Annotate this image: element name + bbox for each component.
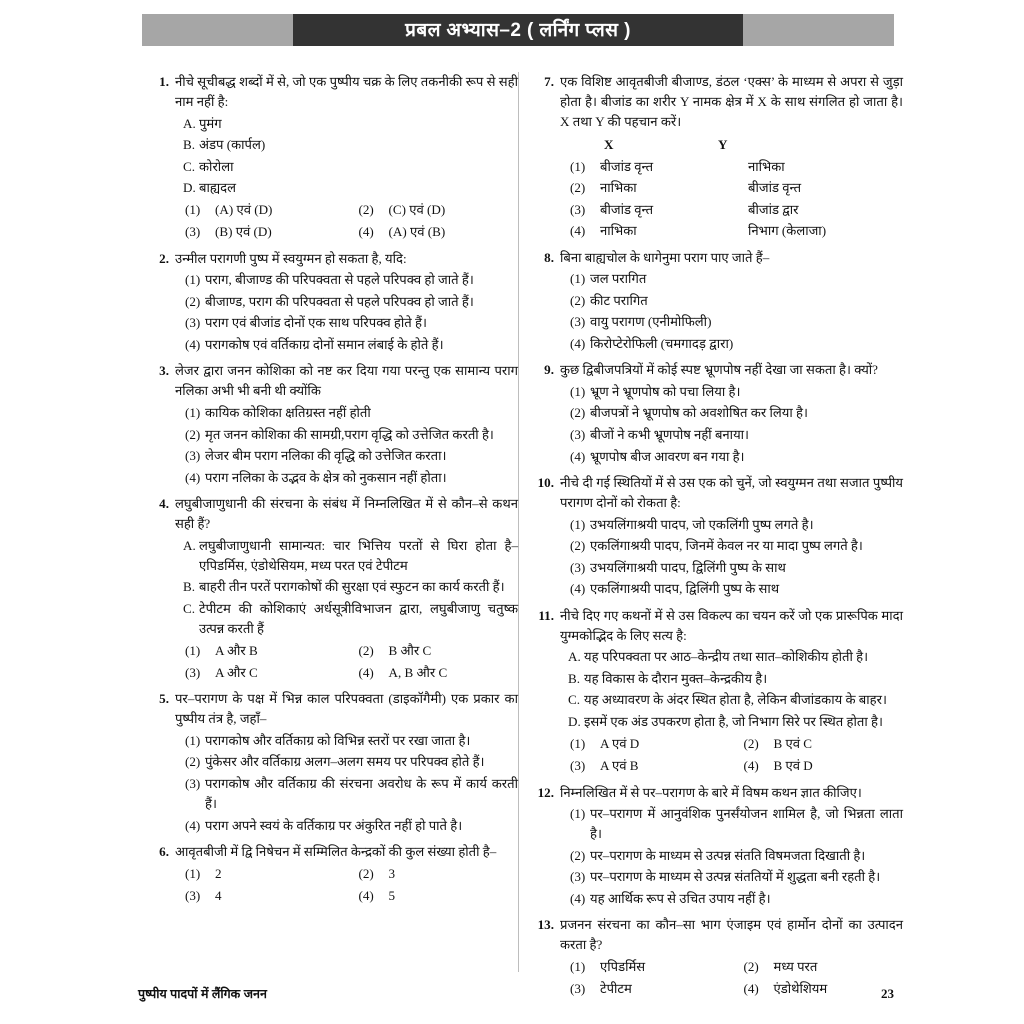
- question-body: [560, 473, 903, 599]
- option-text: (A) एवं (B): [388, 224, 446, 240]
- statement-list: [175, 536, 518, 639]
- option-label: (2): [570, 538, 586, 554]
- option-text: उभयलिंगाश्रयी पादप, जो एकलिंगी पुष्प लगते है।: [590, 516, 814, 532]
- xy-table-row[interactable]: [560, 221, 903, 241]
- statement-row: [560, 647, 903, 667]
- question-number: 2.: [159, 250, 169, 266]
- option-label: (4): [358, 888, 374, 904]
- question-stem: निम्नलिखित में से पर–परागण के बारे में विषम कथन ज्ञात कीजिए।: [560, 784, 862, 800]
- option-text: पर–परागण के माध्यम से उत्पन्न संततियों में शुद्धता बनी रहती है।: [590, 869, 881, 885]
- option-text: पर–परागण के माध्यम से उत्पन्न संतति विषमजता दिखाती है।: [590, 847, 866, 863]
- option-row[interactable]: [175, 816, 518, 836]
- option-text: परागकोष और वर्तिकाग्र को विभिन्न स्तरों पर रखा जाता है।: [205, 732, 471, 748]
- option-row[interactable]: [349, 222, 519, 242]
- option-row[interactable]: [560, 558, 903, 578]
- question-stem: लघुबीजाणुधानी की संरचना के संबंध में निम्नलिखित में से कौन–से कथन सही हैं?: [175, 496, 518, 532]
- option-row[interactable]: [175, 663, 345, 683]
- question-stem: नीचे सूचीबद्ध शब्दों में से, जो एक पुष्पीय चक्र के लिए तकनीकी रूप से सही नाम नहीं है:: [175, 74, 518, 110]
- option-text: टेपीटम: [600, 981, 632, 997]
- question-number: 12.: [537, 784, 554, 800]
- option-text: A एवं B: [600, 757, 639, 773]
- option-list: [560, 804, 903, 909]
- option-grid: [175, 641, 518, 683]
- option-row[interactable]: [349, 864, 519, 884]
- option-text: मृत जनन कोशिका की सामग्री,पराग वृद्धि को उत्तेजित करती है।: [205, 426, 494, 442]
- option-label: (2): [743, 735, 759, 751]
- header-band: [142, 14, 894, 46]
- option-row[interactable]: [560, 269, 903, 289]
- question-stem: आवृतबीजी में द्वि निषेचन में सम्मिलित केन्द्रकों की कुल संख्या होती है–: [175, 844, 497, 860]
- statement-row: [175, 536, 518, 576]
- option-row[interactable]: [175, 403, 518, 423]
- question-block: [531, 360, 903, 466]
- option-label: (2): [185, 426, 201, 442]
- option-row[interactable]: [175, 446, 518, 466]
- option-row[interactable]: [560, 867, 903, 887]
- statement-row: [175, 135, 518, 155]
- option-label: (2): [570, 292, 586, 308]
- option-label: (2): [570, 405, 586, 421]
- question-block: [531, 473, 903, 599]
- footer-chapter-title: पुष्पीय पादपों में लैंगिक जनन: [138, 987, 267, 1001]
- option-label: (2): [570, 180, 586, 196]
- question-number: 11.: [538, 607, 554, 623]
- option-text: भ्रूण ने भ्रूणपोष को पचा लिया है।: [590, 383, 741, 399]
- option-label: (1): [570, 959, 586, 975]
- statement-text: लघुबीजाणुधानी सामान्यत: चार भित्तिय परतों से घिरा होता है– एपिडर्मिस, एंडोथेसियम, मध्य परत एवं टेपीटम: [199, 537, 518, 573]
- xy-value-y: नाभिका: [748, 158, 785, 174]
- option-label: (2): [185, 293, 201, 309]
- xy-table-row[interactable]: [560, 178, 903, 198]
- option-text: एकलिंगाश्रयी पादप, जिनमें केवल नर या मादा पुष्प लगते है।: [590, 538, 863, 554]
- xy-header-y: Y: [718, 137, 728, 153]
- statement-row: [175, 599, 518, 639]
- statement-row: [560, 669, 903, 689]
- question-stem: नीचे दिए गए कथनों में से उस विकल्प का चयन करें जो एक प्रारूपिक मादा युग्मकोद्भिद के लिए सत्य है:: [560, 607, 903, 643]
- option-label: (2): [358, 642, 374, 658]
- option-label: (2): [185, 754, 201, 770]
- left-column: [146, 72, 518, 913]
- option-label: (3): [570, 981, 586, 997]
- statement-row: [560, 712, 903, 732]
- option-text: वायु परागण (एनीमोफिली): [590, 314, 712, 330]
- question-block: [531, 248, 903, 354]
- option-label: (1): [570, 271, 586, 287]
- option-row[interactable]: [560, 734, 730, 754]
- option-row[interactable]: [560, 312, 903, 332]
- option-label: (2): [743, 959, 759, 975]
- option-row[interactable]: [175, 313, 518, 333]
- xy-value-x: बीजांड वृन्त: [600, 201, 654, 217]
- option-text: B और C: [388, 642, 432, 658]
- option-row[interactable]: [560, 515, 903, 535]
- question-body: [175, 72, 518, 242]
- question-number: 13.: [537, 917, 554, 933]
- option-label: (4): [570, 223, 586, 239]
- option-list: [175, 731, 518, 836]
- option-text: पराग नलिका के उद्भव के क्षेत्र को नुकसान नहीं होता।: [205, 469, 447, 485]
- option-text: यह आर्थिक रूप से उचित उपाय नहीं है।: [590, 890, 771, 906]
- statement-row: [175, 114, 518, 134]
- question-body: [560, 606, 903, 776]
- question-body: [175, 361, 518, 487]
- option-grid: [175, 864, 518, 906]
- question-block: [146, 72, 518, 242]
- xy-value-x: नाभिका: [600, 223, 637, 239]
- option-row[interactable]: [175, 425, 518, 445]
- statement-label: B.: [183, 579, 196, 595]
- option-row[interactable]: [175, 200, 345, 220]
- option-text: मध्य परत: [773, 959, 818, 975]
- question-number: 1.: [159, 74, 169, 89]
- option-row[interactable]: [734, 957, 904, 977]
- statement-label: C.: [568, 692, 581, 708]
- question-number: 7.: [544, 74, 554, 89]
- option-row[interactable]: [560, 382, 903, 402]
- option-row[interactable]: [175, 222, 345, 242]
- question-stem: पर–परागण के पक्ष में भिन्न काल परिपक्वता (डाइकॉगैमी) एक प्रकार का पुष्पीय तंत्र है, जहाँ–: [175, 691, 518, 727]
- statement-label: D.: [183, 180, 196, 196]
- option-label: (2): [358, 202, 374, 218]
- option-label: (1): [570, 806, 586, 822]
- option-text: 2: [215, 866, 222, 882]
- question-body: [560, 783, 903, 909]
- statement-text: इसमें एक अंड उपकरण होता है, जो निभाग सिरे पर स्थित होता है।: [584, 713, 883, 729]
- footer-page-number: 23: [881, 986, 894, 1001]
- option-row[interactable]: [349, 641, 519, 661]
- option-label: (3): [570, 314, 586, 330]
- question-stem: नीचे दी गई स्थितियों में से उस एक को चुनें, जो स्वयुग्मन तथा सजात पुष्पीय परागण दोनों को रोकता है:: [560, 475, 903, 511]
- statement-label: C.: [183, 158, 196, 174]
- option-row[interactable]: [560, 425, 903, 445]
- option-row[interactable]: [560, 403, 903, 423]
- statement-text: कोरोला: [199, 158, 234, 174]
- option-list: [175, 270, 518, 355]
- option-text: A, B और C: [388, 664, 448, 680]
- question-number: 5.: [159, 691, 169, 707]
- option-text: (B) एवं (D): [215, 224, 272, 240]
- option-text: 4: [215, 888, 222, 904]
- question-number: 9.: [544, 362, 554, 378]
- statement-label: A.: [183, 115, 196, 131]
- option-row[interactable]: [734, 734, 904, 754]
- option-text: एपिडर्मिस: [600, 959, 646, 975]
- page-title: प्रबल अभ्यास–2 ( लर्निंग प्लस ): [405, 19, 631, 41]
- option-label: (3): [185, 664, 201, 680]
- option-row[interactable]: [175, 641, 345, 661]
- statement-text: बाह्यदल: [199, 180, 237, 196]
- xy-header-x: X: [604, 137, 614, 153]
- statement-text: पुमंग: [199, 115, 222, 131]
- statement-row: [560, 690, 903, 710]
- option-label: (1): [185, 404, 201, 420]
- statement-label: B.: [183, 137, 196, 153]
- statement-label: B.: [568, 670, 581, 686]
- right-column: [531, 72, 903, 1006]
- option-label: (1): [185, 732, 201, 748]
- question-stem: कुछ द्विबीजपत्रियों में कोई स्पष्ट भ्रूणपोष नहीं देखा जा सकता है। क्यों?: [560, 362, 878, 378]
- statement-text: यह परिपक्वता पर आठ–केन्द्रीय तथा सात–कोशिकीय होती है।: [584, 649, 869, 665]
- question-number: 3.: [159, 363, 169, 379]
- statement-label: D.: [568, 713, 581, 729]
- option-text: एकलिंगाश्रयी पादप, द्विलिंगी पुष्प के साथ: [590, 581, 780, 597]
- xy-value-x: नाभिका: [600, 180, 637, 196]
- header-title-block: [293, 14, 743, 46]
- option-text: पराग एवं बीजांड दोनों एक साथ परिपक्व होते हैं।: [205, 315, 427, 331]
- option-grid: [175, 200, 518, 242]
- statement-text: अंडप (कार्पल): [199, 137, 266, 153]
- option-text: परागकोष एवं वर्तिकाग्र दोनों समान लंबाई के होते हैं।: [205, 336, 444, 352]
- option-label: (2): [570, 847, 586, 863]
- option-label: (4): [570, 335, 586, 351]
- column-divider: [518, 72, 519, 972]
- option-label: (1): [185, 866, 201, 882]
- option-row[interactable]: [560, 579, 903, 599]
- statement-row: [175, 157, 518, 177]
- option-text: जल परागित: [590, 271, 647, 287]
- option-label: (3): [185, 776, 201, 791]
- option-row[interactable]: [349, 886, 519, 906]
- statement-label: C.: [183, 600, 196, 616]
- question-block: [146, 842, 518, 906]
- option-row[interactable]: [175, 270, 518, 290]
- option-row[interactable]: [175, 774, 518, 814]
- option-text: A और C: [215, 664, 258, 680]
- option-label: (2): [358, 866, 374, 882]
- option-label: (3): [185, 224, 201, 240]
- question-block: [531, 606, 903, 776]
- statement-label: A.: [568, 649, 581, 665]
- option-label: (1): [570, 383, 586, 399]
- option-row[interactable]: [175, 335, 518, 355]
- question-number: 4.: [159, 496, 169, 512]
- option-text: 3: [388, 866, 396, 882]
- option-row[interactable]: [560, 804, 903, 844]
- xy-table-row[interactable]: [560, 157, 903, 177]
- option-text: पराग अपने स्वयं के वर्तिकाग्र पर अंकुरित नहीं हो पाते है।: [205, 817, 463, 833]
- option-text: पराग, बीजाण्ड की परिपक्वता से पहले परिपक्व हो जाते हैं।: [205, 272, 474, 288]
- option-row[interactable]: [560, 334, 903, 354]
- option-text: लेजर बीम पराग नलिका की वृद्धि को उत्तेजित करता।: [205, 448, 447, 464]
- option-label: (3): [570, 757, 586, 773]
- option-text: A एवं D: [600, 735, 640, 751]
- statement-row: [175, 577, 518, 597]
- option-label: (3): [185, 888, 201, 904]
- option-text: उभयलिंगाश्रयी पादप, द्विलिंगी पुष्प के साथ: [590, 559, 786, 575]
- question-body: [560, 248, 903, 354]
- question-block: [146, 361, 518, 487]
- option-label: (4): [358, 664, 374, 680]
- option-text: 5: [388, 888, 396, 904]
- option-label: (4): [185, 469, 201, 485]
- statement-list: [175, 114, 518, 199]
- option-row[interactable]: [560, 536, 903, 556]
- statement-text: यह अध्यावरण के अंदर स्थित होता है, लेकिन बीजांडकाय के बाहर।: [584, 692, 887, 708]
- option-row[interactable]: [560, 846, 903, 866]
- option-text: B एवं C: [773, 735, 813, 751]
- option-text: किरोप्टेरोफिली (चमगादड़ द्वारा): [590, 335, 734, 351]
- statement-text: बाहरी तीन परतें परागकोषों की सुरक्षा एवं स्फुटन का कार्य करती हैं।: [199, 579, 505, 595]
- question-body: [175, 842, 518, 906]
- option-label: (1): [185, 272, 201, 288]
- option-label: (1): [185, 202, 201, 218]
- option-label: (4): [570, 448, 586, 464]
- option-label: (4): [743, 981, 759, 997]
- question-stem: प्रजनन संरचना का कौन–सा भाग एंजाइम एवं हार्मोन दोनों का उत्पादन करता है?: [560, 917, 903, 953]
- option-text: कीट परागित: [590, 292, 648, 308]
- page-footer: [138, 985, 894, 1002]
- question-body: [560, 360, 903, 466]
- option-label: (4): [570, 581, 586, 597]
- option-text: बीजों ने कभी भ्रूणपोष नहीं बनाया।: [590, 427, 750, 442]
- option-text: भ्रूणपोष बीज आवरण बन गया है।: [590, 448, 745, 464]
- question-block: [531, 783, 903, 909]
- option-row[interactable]: [560, 447, 903, 467]
- xy-table-header: [560, 135, 903, 155]
- option-label: (4): [185, 817, 201, 833]
- option-row[interactable]: [175, 292, 518, 312]
- option-row[interactable]: [175, 886, 345, 906]
- question-body: [175, 689, 518, 835]
- xy-value-y: निभाग (केलाजा): [748, 223, 827, 239]
- option-row[interactable]: [175, 864, 345, 884]
- option-list: [560, 269, 903, 354]
- option-row[interactable]: [560, 756, 730, 776]
- option-label: (4): [358, 224, 374, 240]
- question-stem: बिना बाह्यचोल के धागेनुमा पराग पाए जाते हैं–: [560, 249, 770, 265]
- option-text: कायिक कोशिका क्षतिग्रस्त नहीं होती: [205, 404, 371, 420]
- option-text: A और B: [215, 642, 258, 658]
- statement-list: [560, 647, 903, 732]
- xy-value-y: बीजांड द्वार: [748, 201, 799, 217]
- question-block: [146, 494, 518, 683]
- statement-text: टेपीटम की कोशिकाएं अर्धसूत्रीविभाजन द्वारा, लघुबीजाणु चतुष्क उत्पन्न करती हैं: [199, 600, 518, 636]
- option-text: एंडोथेशियम: [773, 981, 828, 997]
- option-label: (1): [570, 158, 586, 174]
- option-text: परागकोष और वर्तिकाग्र की संरचना अवरोध के रूप में कार्य करती हैं।: [205, 776, 518, 812]
- xy-value-x: बीजांड वृन्त: [600, 158, 654, 174]
- option-row[interactable]: [560, 291, 903, 311]
- option-row[interactable]: [349, 200, 519, 220]
- option-text: B एवं D: [773, 757, 813, 773]
- question-number: 8.: [544, 249, 554, 265]
- option-label: (4): [743, 757, 759, 773]
- question-block: [146, 689, 518, 835]
- option-label: (4): [570, 890, 586, 906]
- question-body: [560, 72, 903, 241]
- option-text: बीजपत्रों ने भ्रूणपोष को अवशोषित कर लिया है।: [590, 405, 808, 421]
- statement-label: A.: [183, 537, 196, 553]
- option-label: (3): [185, 315, 201, 331]
- option-row[interactable]: [560, 889, 903, 909]
- option-label: (3): [570, 869, 586, 885]
- option-label: (3): [570, 201, 586, 217]
- xy-table-row[interactable]: [560, 200, 903, 220]
- question-block: [146, 249, 518, 355]
- option-grid: [560, 734, 903, 776]
- xy-value-y: बीजांड वृन्त: [748, 180, 802, 196]
- question-body: [175, 494, 518, 683]
- option-text: (A) एवं (D): [215, 202, 273, 218]
- question-block: [531, 72, 903, 241]
- question-number: 6.: [159, 844, 169, 860]
- option-list: [175, 403, 518, 488]
- option-label: (1): [570, 735, 586, 751]
- option-text: पर–परागण में आनुवंशिक पुनर्संयोजन शामिल है, जो भिन्नता लाता है।: [590, 806, 903, 842]
- option-row[interactable]: [734, 756, 904, 776]
- option-row[interactable]: [175, 752, 518, 772]
- option-label: (3): [570, 427, 586, 442]
- option-row[interactable]: [175, 731, 518, 751]
- statement-text: यह विकास के दौरान मुक्त–केन्द्रकीय है।: [584, 670, 768, 686]
- question-stem: उन्मील परागणी पुष्प में स्वयुग्मन हो सकता है, यदि:: [175, 250, 407, 266]
- option-row[interactable]: [175, 468, 518, 488]
- question-number: 10.: [537, 475, 554, 491]
- question-stem: एक विशिष्ट आवृतबीजी बीजाण्ड, डंठल ‘एक्स’ के माध्यम से अपरा से जुड़ा होता है। बीजांड का शरीर Y नामक क्षेत्र में X के साथ संगलित हो जाता है। X तथा Y की पहचान करें।: [560, 74, 903, 130]
- option-text: पुंकेसर और वर्तिकाग्र अलग–अलग समय पर परिपक्व होते हैं।: [205, 754, 485, 770]
- statement-row: [175, 178, 518, 198]
- option-row[interactable]: [349, 663, 519, 683]
- option-list: [560, 515, 903, 600]
- option-label: (3): [570, 559, 586, 575]
- question-stem: लेजर द्वारा जनन कोशिका को नष्ट कर दिया गया परन्तु एक सामान्य पराग नलिका अभी भी बनी थी क्योंकि: [175, 363, 518, 399]
- option-list: [560, 382, 903, 467]
- option-label: (1): [185, 642, 201, 658]
- option-text: (C) एवं (D): [388, 202, 446, 218]
- option-label: (1): [570, 516, 586, 532]
- option-text: बीजाण्ड, पराग की परिपक्वता से पहले परिपक्व हो जाते हैं।: [205, 293, 474, 309]
- option-label: (3): [185, 448, 201, 464]
- option-row[interactable]: [560, 957, 730, 977]
- option-label: (4): [185, 336, 201, 352]
- question-body: [175, 249, 518, 355]
